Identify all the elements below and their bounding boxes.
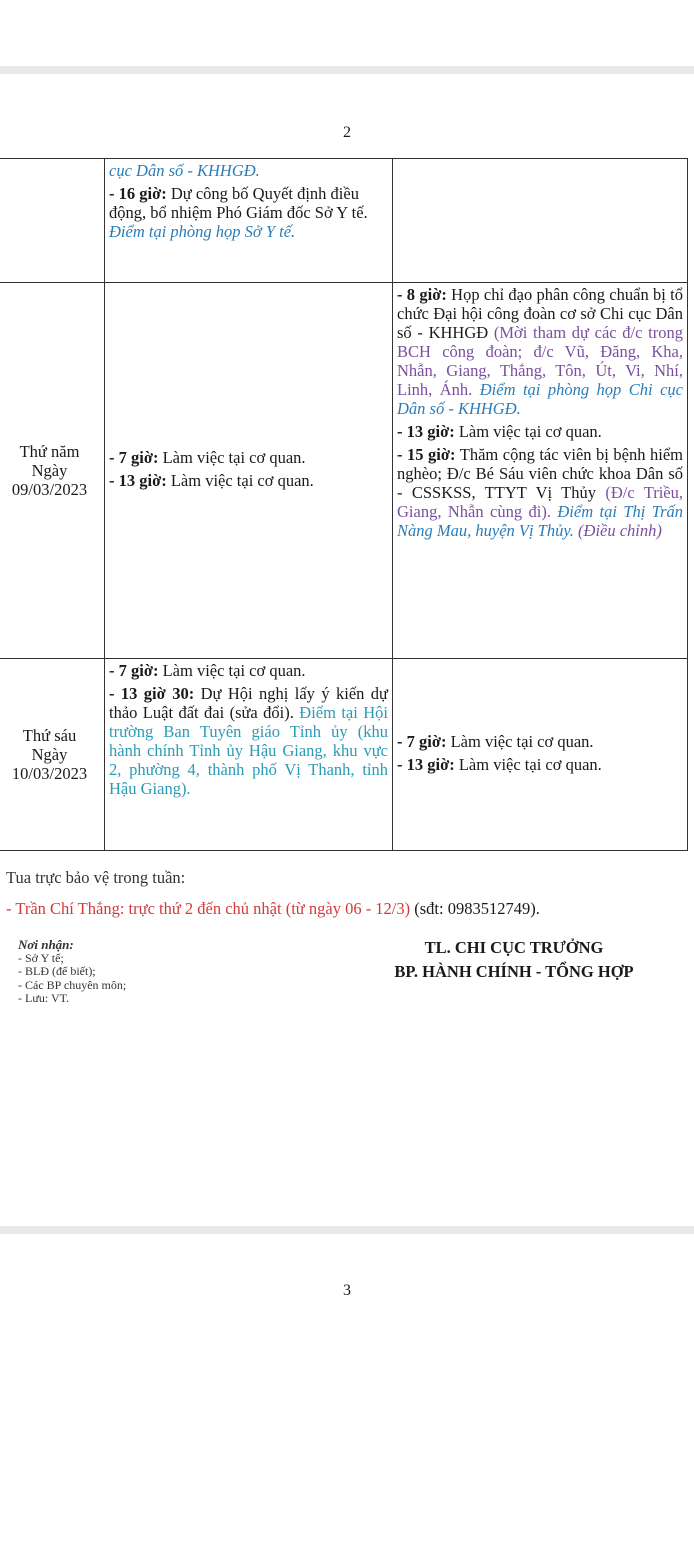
recipients-block <box>18 938 126 1006</box>
schedule-item-text: Thăm cộng tác viên bị bệnh hiểm nghèo; Đ/c Bé Sáu viên chức khoa Dân số - CSSKSS, TTYT Vị Thủy <box>397 445 683 502</box>
schedule-item-text: Dự Hội nghị lấy ý kiến dự thảo Luật đất đai (sửa đổi). <box>109 684 388 722</box>
schedule-item <box>397 445 683 540</box>
schedule-item-text: Điểm tại phòng họp Chi cục Dân số - KHHGĐ. <box>397 380 683 418</box>
afternoon-cell <box>393 159 688 283</box>
schedule-item <box>109 448 388 467</box>
schedule-item-text: Làm việc tại cơ quan. <box>158 661 306 680</box>
schedule-table <box>0 158 688 851</box>
schedule-item-text: Làm việc tại cơ quan. <box>158 447 306 467</box>
schedule-item-text: - 13 giờ: <box>397 422 455 441</box>
schedule-item-text: - 8 giờ: <box>397 285 447 304</box>
day-cell <box>0 159 105 283</box>
duty-phone: (sđt: 0983512749). <box>410 899 540 918</box>
afternoon-cell <box>393 659 688 851</box>
schedule-item-text: - 15 giờ: <box>397 445 456 464</box>
schedule-item <box>109 184 388 241</box>
day-cell <box>0 659 105 851</box>
schedule-item <box>109 661 388 680</box>
schedule-item-text: (Mời tham dự các đ/c trong BCH công đoàn; đ/c Vũ, Đăng, Kha, Nhẫn, Giang, Thắng, Tôn, Út, Vi, Nhí, Linh, Ánh. <box>397 323 683 399</box>
recipient-item: - Các BP chuyên môn; <box>18 977 127 992</box>
day-name: Thứ năm <box>19 442 80 461</box>
signature-line-2: BP. HÀNH CHÍNH - TỔNG HỢP <box>394 962 634 981</box>
page-gap-top <box>0 66 694 74</box>
schedule-item-text: Dự công bố Quyết định điều động, bổ nhiệm Phó Giám đốc Sở Y tế. <box>109 184 368 222</box>
duty-title: Tua trực bảo vệ trong tuần: <box>6 868 186 887</box>
schedule-item <box>109 161 388 180</box>
afternoon-cell <box>393 283 688 659</box>
signature-line-1: TL. CHI CỤC TRƯỞNG <box>424 938 604 957</box>
day-name: Thứ sáu <box>22 726 77 745</box>
duty-person: - Trần Chí Thắng: trực thứ 2 đến chủ nhật (từ ngày 06 - 12/3) <box>6 899 411 918</box>
day-date: 10/03/2023 <box>11 764 88 783</box>
schedule-item-text: Điểm tại Thị Trấn Nàng Mau, huyện Vị Thủy. <box>397 502 683 540</box>
schedule-item-text: Điểm tại phòng họp Sở Y tế. <box>109 222 296 241</box>
morning-cell <box>105 159 393 283</box>
day-cell <box>0 283 105 659</box>
recipients-heading: Nơi nhận: <box>18 937 74 952</box>
schedule-item <box>109 684 388 798</box>
duty-line <box>6 899 540 919</box>
schedule-item-text: Họp chỉ đạo phân công chuẩn bị tổ chức Đại hội công đoàn cơ sở Chi cục Dân số - KHHGĐ <box>397 285 684 342</box>
schedule-item-text: - 13 giờ 30: <box>109 684 195 703</box>
page-number-top: 2 <box>343 124 351 141</box>
schedule-item-text: Làm việc tại cơ quan. <box>446 731 594 751</box>
morning-cell <box>105 283 393 659</box>
schedule-item <box>109 471 388 490</box>
signature-block <box>368 936 660 984</box>
schedule-item-text: - 16 giờ: <box>109 184 167 203</box>
recipient-item: - Sở Y tế; <box>18 950 64 965</box>
schedule-item-text: - 7 giờ: <box>109 661 159 680</box>
recipient-item: - BLĐ (để biết); <box>18 964 96 978</box>
schedule-item-text: (Điều chỉnh) <box>573 521 662 540</box>
table-row <box>0 283 688 659</box>
day-label: Ngày <box>31 745 68 764</box>
schedule-item <box>397 422 683 441</box>
day-label: Ngày <box>31 461 68 480</box>
schedule-item-text: - 7 giờ: <box>397 731 447 751</box>
schedule-item-text: Làm việc tại cơ quan. <box>454 422 602 441</box>
schedule-item-text: Làm việc tại cơ quan. <box>454 754 602 774</box>
morning-cell <box>105 659 393 851</box>
schedule-item-text: - 13 giờ: <box>397 754 455 774</box>
schedule-item-text: - 13 giờ: <box>109 470 167 490</box>
schedule-item-text: Điểm tại Hội trường Ban Tuyên giáo Tỉnh ủy (khu hành chính Tỉnh ủy Hậu Giang, khu vực 2, phường 4, thành phố Vị Thanh, tỉnh Hậu Giang). <box>109 703 388 798</box>
table-row <box>0 659 688 851</box>
schedule-item <box>397 755 683 774</box>
schedule-item-text: Làm việc tại cơ quan. <box>166 470 314 490</box>
schedule-item <box>397 285 683 418</box>
table-row <box>0 159 688 283</box>
day-date: 09/03/2023 <box>11 480 88 499</box>
page-gap-bottom <box>0 1226 694 1234</box>
page-number-bottom: 3 <box>343 1282 351 1299</box>
schedule-item-text: cục Dân số - KHHGĐ. <box>109 161 260 180</box>
schedule-item-text: (Đ/c Triều, Giang, Nhẫn cùng đi). <box>397 483 683 521</box>
schedule-item <box>397 732 683 751</box>
recipient-item: - Lưu: VT. <box>18 991 70 1005</box>
schedule-item-text: - 7 giờ: <box>109 447 159 467</box>
